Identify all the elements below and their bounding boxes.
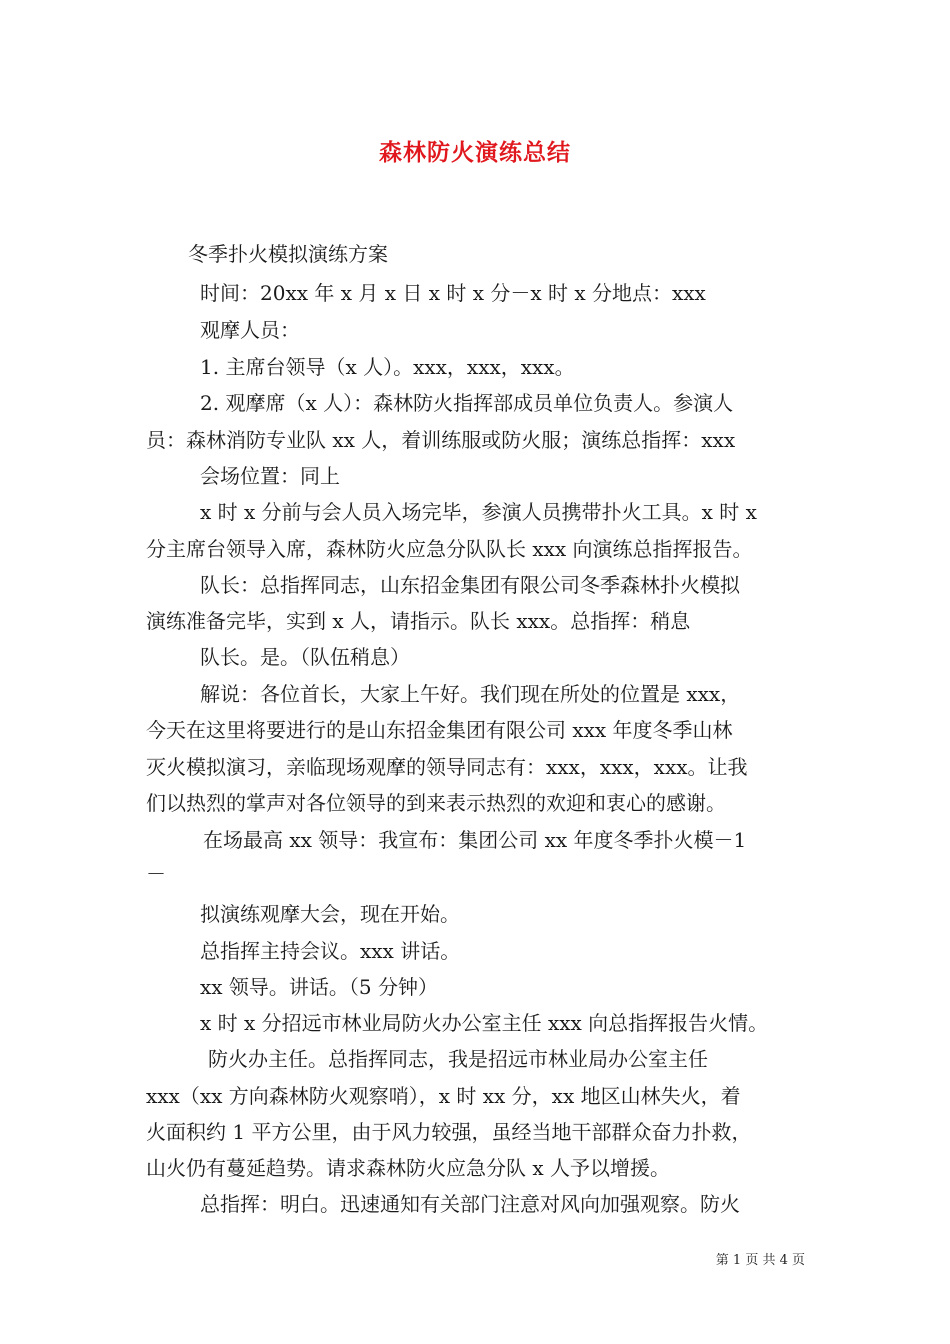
text-line: 2. 观摩席（x 人）：森林防火指挥部成员单位负责人。参演人 xyxy=(200,391,734,415)
text-line: 队长：总指挥同志，山东招金集团有限公司冬季森林扑火模拟 xyxy=(200,573,740,597)
document-title: 森林防火演练总结 xyxy=(379,139,571,166)
text-line: 灭火模拟演习，亲临现场观摩的领导同志有：xxx，xxx，xxx。让我 xyxy=(146,755,748,779)
text-line: 时间：20xx 年 x 月 x 日 x 时 x 分－x 时 x 分地点：xxx xyxy=(200,281,706,305)
text-line: － xyxy=(146,862,166,886)
text-line: xxx（xx 方向森林防火观察哨），x 时 xx 分，xx 地区山林失火，着 xyxy=(146,1084,741,1108)
text-line: 拟演练观摩大会，现在开始。 xyxy=(200,902,460,926)
text-line: 解说：各位首长，大家上午好。我们现在所处的位置是 xxx， xyxy=(200,682,741,706)
text-line: 会场位置：同上 xyxy=(200,464,340,488)
text-line: 员：森林消防专业队 xx 人，着训练服或防火服；演练总指挥：xxx xyxy=(146,428,736,452)
page-number: 第 1 页 共 4 页 xyxy=(715,1253,805,1268)
text-line: 观摩人员： xyxy=(200,318,300,342)
text-line: 们以热烈的掌声对各位领导的到来表示热烈的欢迎和衷心的感谢。 xyxy=(146,791,726,815)
text-line: 总指挥：明白。迅速通知有关部门注意对风向加强观察。防火 xyxy=(200,1192,740,1216)
text-line: 演练准备完毕，实到 x 人，请指示。队长 xxx。总指挥：稍息 xyxy=(146,609,691,633)
text-line: 防火办主任。总指挥同志，我是招远市林业局办公室主任 xyxy=(208,1047,708,1071)
text-line: 队长。是。（队伍稍息） xyxy=(200,645,410,669)
text-line: 1. 主席台领导（x 人）。xxx，xxx，xxx。 xyxy=(200,355,575,379)
text-line: x 时 x 分前与会人员入场完毕，参演人员携带扑火工具。x 时 x xyxy=(200,500,757,524)
text-line: 山火仍有蔓延趋势。请求森林防火应急分队 x 人予以增援。 xyxy=(146,1156,670,1180)
text-line: 在场最高 xx 领导：我宣布：集团公司 xx 年度冬季扑火模－1 xyxy=(203,828,747,852)
text-line: 总指挥主持会议。xxx 讲话。 xyxy=(200,939,461,963)
text-line: xx 领导。讲话。（5 分钟） xyxy=(200,975,438,999)
text-line: 分主席台领导入席，森林防火应急分队队长 xxx 向演练总指挥报告。 xyxy=(146,537,753,561)
text-line: x 时 x 分招远市林业局防火办公室主任 xxx 向总指挥报告火情。 xyxy=(200,1011,769,1035)
text-line: 火面积约 1 平方公里，由于风力较强，虽经当地干部群众奋力扑救， xyxy=(146,1120,752,1144)
text-line: 冬季扑火模拟演练方案 xyxy=(188,242,388,266)
text-line: 今天在这里将要进行的是山东招金集团有限公司 xxx 年度冬季山林 xyxy=(146,718,733,742)
